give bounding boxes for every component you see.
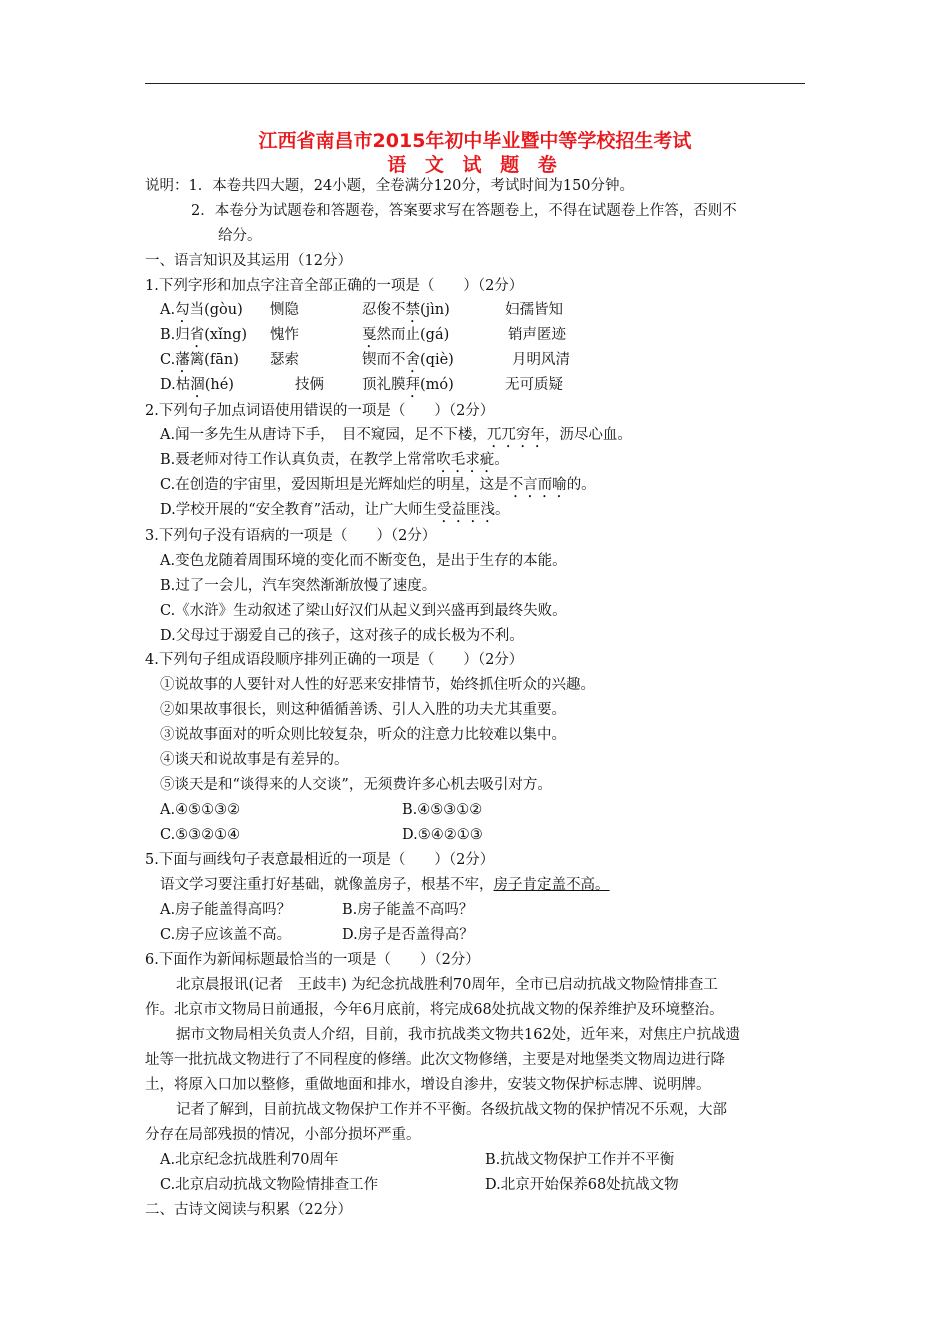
q6-option-a: A.北京纪念抗战胜利70周年 xyxy=(160,1152,339,1168)
q3-option-a: A.变色龙随着周围环境的变化而不断变色，是出于生存的本能。 xyxy=(160,553,567,569)
instructions-line-1: 说明：1．本卷共四大题，24小题，全卷满分120分，考试时间为150分钟。 xyxy=(145,178,635,194)
exam-title: 江西省南昌市2015年初中毕业暨中等学校招生考试 xyxy=(258,130,692,152)
q1-b-word-2: 愧怍 xyxy=(270,327,299,343)
q1-a-word-2: 恻隐 xyxy=(270,302,299,318)
section-1-heading: 一、语言知识及其运用（12分） xyxy=(145,253,352,269)
q6-passage-line-4: 址等一批抗战文物进行了不同程度的修缮。此次文物修缮，主要是对地堡类文物周边进行降 xyxy=(145,1052,725,1068)
pinyin: (xǐng) xyxy=(204,327,248,343)
q1-b-word-3: 戛然而止(gá) xyxy=(362,327,450,343)
q4-sentence-3: ③说故事面对的听众则比较复杂，听众的注意力比较难以集中。 xyxy=(160,727,566,743)
instructions-line-2: 2．本卷分为试题卷和答题卷，答案要求写在答题卷上，不得在试题卷上作答，否则不 xyxy=(191,203,737,219)
q4-sentence-1: ①说故事的人要针对人性的好恶来安排情节，始终抓住听众的兴趣。 xyxy=(160,677,595,693)
q6-passage-line-3: 据市文物局相关负责人介绍，目前，我市抗战类文物共162处，近年来，对焦庄户抗战遗 xyxy=(176,1027,741,1043)
dotted-phrase: 不言而喻 xyxy=(508,477,567,493)
dotted-char: 藩 xyxy=(175,352,190,368)
q6-passage-line-1: 北京晨报讯(记者 王歧丰) 为纪念抗战胜利70周年，全市已启动抗战文物险情排查工 xyxy=(176,977,718,993)
q5-option-a: A.房子能盖得高吗？ xyxy=(160,902,292,918)
q6-passage-line-5: 土，将原入口加以整修，重做地面和排水，增设自渗井，安装文物保护标志牌、说明牌。 xyxy=(145,1077,711,1093)
dotted-phrase: 吹毛求疵 xyxy=(436,452,495,468)
exam-subtitle: 语 文 试 题 卷 xyxy=(387,154,563,176)
q3-option-d: D.父母过于溺爱自己的孩子，这对孩子的成长极为不利。 xyxy=(160,628,524,644)
dotted-phrase: 兀兀穷年 xyxy=(486,427,545,443)
header-rule xyxy=(145,83,805,84)
dotted-char: 涸 xyxy=(190,377,205,393)
q1-option-b: B.归省(xǐng) xyxy=(160,327,248,343)
q5-sentence: 语文学习要注重打好基础，就像盖房子，根基不牢，房子肯定盖不高。 xyxy=(160,877,610,893)
q1-option-c: C.藩篱(fān) xyxy=(160,352,239,368)
q2-option-c: C.在创造的宇宙里，爱因斯坦是光辉灿烂的明星，这是不言而喻的。 xyxy=(160,477,596,493)
q5-option-d: D.房子是否盖得高？ xyxy=(342,927,474,943)
q1-option-a xyxy=(160,300,243,326)
q3-option-c: C.《水浒》生动叙述了梁山好汉们从起义到兴盛再到最终失败。 xyxy=(160,603,567,619)
q4-option-d: D.⑤④②①③ xyxy=(402,827,483,843)
q1-d-word-3: 顶礼膜拜(mó) xyxy=(362,377,454,393)
q5-option-c: C.房子应该盖不高。 xyxy=(160,927,292,943)
q6-option-d: D.北京开始保养68处抗战文物 xyxy=(485,1177,679,1193)
q5-option-b: B.房子能盖不高吗？ xyxy=(342,902,474,918)
dotted-char: 勾 xyxy=(175,302,190,318)
q3-stem: 3.下列句子没有语病的一项是（ ）（2分） xyxy=(145,528,437,544)
q2-option-a: A.闻一多先生从唐诗下手， 目不窥园，足不下楼，兀兀穷年，沥尽心血。 xyxy=(160,427,632,443)
underlined-sentence: 房子肯定盖不高。 xyxy=(493,877,610,893)
q6-passage-line-7: 分存在局部残损的情况，小部分损坏严重。 xyxy=(145,1127,421,1143)
q1-c-word-4: 月明风清 xyxy=(512,352,570,368)
section-2-heading: 二、古诗文阅读与积累（22分） xyxy=(145,1202,352,1218)
q2-option-d: D.学校开展的“安全教育”活动，让广大师生受益匪浅。 xyxy=(160,502,510,518)
pinyin: 当(gòu) xyxy=(189,302,243,318)
q5-stem: 5.下面与画线句子表意最相近的一项是（ ）（2分） xyxy=(145,852,495,868)
q1-d-word-2: 技俩 xyxy=(295,377,324,393)
q4-option-a: A.④⑤①③② xyxy=(160,802,241,818)
q4-stem: 4.下列句子组成语段顺序排列正确的一项是（ ）（2分） xyxy=(145,652,524,668)
dotted-char: 省 xyxy=(189,327,205,343)
instructions-line-3: 给分。 xyxy=(218,228,262,244)
dotted-char: 禁 xyxy=(405,302,420,318)
q1-b-word-4: 销声匿迹 xyxy=(508,327,566,343)
q1-a-word-4: 妇孺皆知 xyxy=(505,302,563,318)
q4-sentence-5: ⑤谈天是和“谈得来的人交谈”，无须费许多心机去吸引对方。 xyxy=(160,777,552,793)
dotted-char: 拜 xyxy=(405,377,420,393)
q2-option-b: B.聂老师对待工作认真负责，在教学上常常吹毛求疵。 xyxy=(160,452,509,468)
q1-c-word-2: 瑟索 xyxy=(270,352,299,368)
option-label: A. xyxy=(160,302,176,318)
q6-option-c: C.北京启动抗战文物险情排查工作 xyxy=(160,1177,379,1193)
q6-stem: 6.下面作为新闻标题最恰当的一项是（ ）（2分） xyxy=(145,952,480,968)
q3-option-b: B.过了一会儿，汽车突然渐渐放慢了速度。 xyxy=(160,578,437,594)
q6-passage-line-6: 记者了解到，目前抗战文物保护工作并不平衡。各级抗战文物的保护情况不乐观，大部 xyxy=(176,1102,727,1118)
dotted-char: 舍 xyxy=(405,352,420,368)
q1-d-word-4: 无可质疑 xyxy=(505,377,563,393)
q6-option-b: B.抗战文物保护工作并不平衡 xyxy=(485,1152,675,1168)
q2-stem: 2.下列句子加点词语使用错误的一项是（ ）（2分） xyxy=(145,403,495,419)
dotted-phrase: 受益匪浅 xyxy=(437,502,496,518)
q6-passage-line-2: 作。北京市文物局日前通报，今年6月底前，将完成68处抗战文物的保养维护及环境整治。 xyxy=(145,1002,724,1018)
q1-c-word-3: 锲而不舍(qiè) xyxy=(362,352,454,368)
q1-stem: 1.下列字形和加点字注音全部正确的一项是（ ）（2分） xyxy=(145,278,524,294)
dotted-char: 戛 xyxy=(362,327,377,343)
pinyin: (jìn) xyxy=(420,302,450,318)
q4-sentence-4: ④谈天和说故事是有差异的。 xyxy=(160,752,349,768)
q1-option-d: D.枯涸(hé) xyxy=(160,377,234,393)
q4-option-c: C.⑤③②①④ xyxy=(160,827,241,843)
q4-sentence-2: ②如果故事很长，则这种循循善诱、引人入胜的功夫尤其重要。 xyxy=(160,702,566,718)
q4-option-b: B.④⑤③①② xyxy=(402,802,483,818)
q1-a-word-3: 忍俊不禁(jìn) xyxy=(362,302,450,318)
